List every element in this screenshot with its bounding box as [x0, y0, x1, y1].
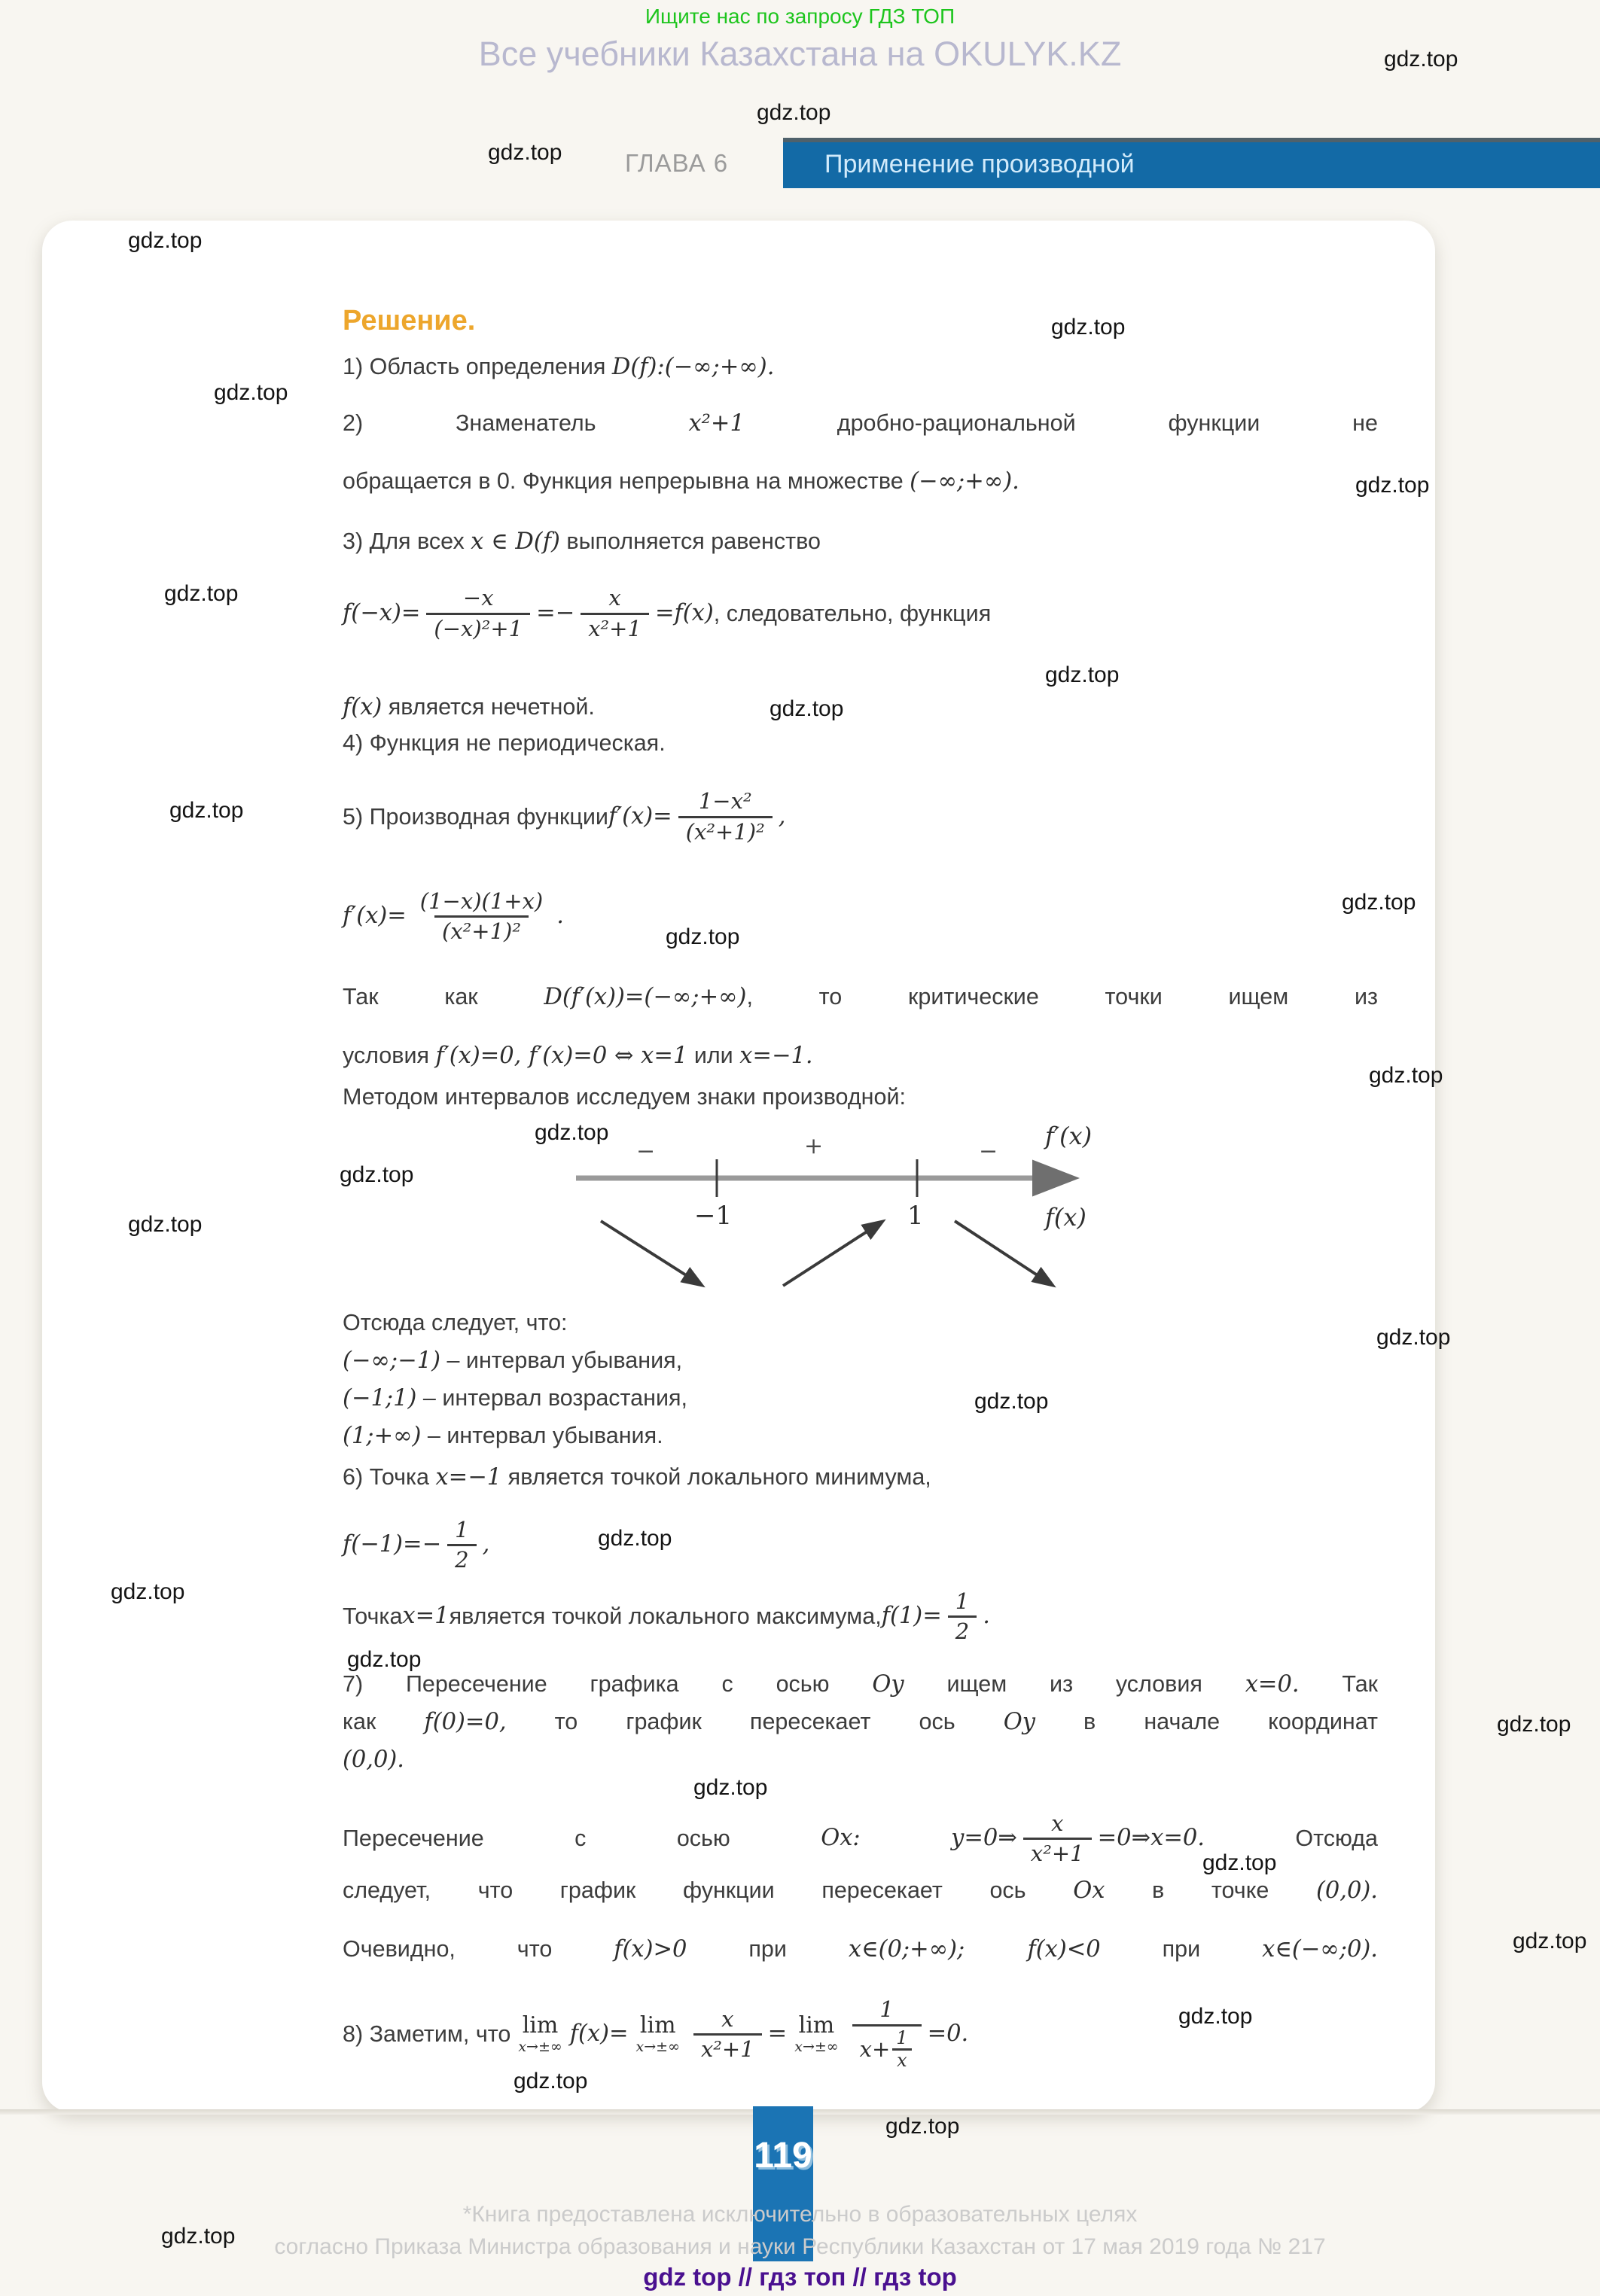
formula-lhs: f(−1)=− [343, 1531, 442, 1558]
text-segment: с [574, 1826, 587, 1852]
watermark-text: gdz.top [757, 100, 831, 125]
text-segment: как [343, 1709, 425, 1734]
math-segment: x ∈ D(f) [471, 528, 560, 555]
math-segment: (−∞;+∞). [910, 468, 1019, 495]
math-segment: x=0. [1150, 1825, 1205, 1852]
watermark-text: gdz.top [1045, 662, 1120, 687]
fraction [852, 1996, 922, 2073]
solution-line-10 [343, 1083, 906, 1111]
math-segment: f(x)>0 [614, 1936, 687, 1963]
solution-line-12 [343, 1346, 682, 1375]
fraction [1023, 1810, 1092, 1868]
text-segment: осью [676, 1826, 730, 1852]
math-segment: f(x)= [569, 2020, 629, 2048]
solution-line-2 [343, 409, 1378, 438]
watermark-text: gdz.top [1178, 2004, 1253, 2029]
text-segment: дробно-рациональной функции не [744, 410, 1378, 436]
math-segment: x=1 [402, 1603, 450, 1630]
formula-limit [343, 1980, 968, 2089]
formula-derivative [343, 772, 785, 862]
watermark-text: gdz.top [1202, 1850, 1277, 1875]
math-segment: Oy [872, 1671, 904, 1698]
math-segment: x=−1 [435, 1464, 502, 1491]
text-segment: – интервал возрастания, [416, 1385, 687, 1411]
math-segment: = [767, 2020, 788, 2048]
solution-line-1 [343, 352, 774, 382]
fraction-denominator: x²+1 [1023, 1838, 1092, 1868]
watermark-text: gdz.top [1376, 1325, 1451, 1350]
text-segment: является точкой локального максимума, [449, 1603, 882, 1630]
fraction-numerator: (1−x)(1+x) [419, 888, 544, 914]
derivative-axis-label: f′(x) [1045, 1122, 1093, 1150]
formula-lhs: f′(x)= [343, 903, 407, 930]
watermark-text: gdz.top [214, 380, 288, 405]
formula-tail: . [983, 1603, 990, 1630]
limit-operator [518, 2014, 562, 2054]
watermark-text: gdz.top [514, 2069, 588, 2094]
fraction [678, 787, 773, 846]
text-segment: – интервал убывания, [440, 1347, 683, 1373]
math-segment: Oy [1003, 1709, 1035, 1735]
solution-line-6 [343, 729, 666, 757]
math-segment: (0,0). [343, 1746, 404, 1773]
fraction-numerator: 1 [896, 2027, 908, 2048]
watermark-text: gdz.top [169, 798, 244, 823]
math-segment: D(f′(x))=(−∞;+∞) [544, 984, 747, 1010]
solution-line-11 [343, 1308, 568, 1337]
text-segment: 7) Пересечение графика с осью [343, 1671, 873, 1697]
formula-rhs: =f(x) [654, 599, 714, 626]
formula-tail: , [482, 1531, 490, 1558]
solution-line-13 [343, 1384, 687, 1413]
text-segment: Точка [343, 1603, 403, 1630]
text-segment: является нечетной. [382, 694, 595, 720]
text-segment: 4) Функция не периодическая. [343, 730, 666, 756]
formula-local-min-value [343, 1506, 489, 1585]
fraction-denominator [852, 2024, 922, 2073]
text-segment: является точкой локального минимума, [501, 1464, 931, 1490]
formula-tail: , [778, 802, 786, 830]
watermark-text: gdz.top [598, 1526, 672, 1551]
formula-tail: . [556, 903, 564, 930]
solution-line-9 [343, 1041, 813, 1070]
promo-green-text: Ищите нас по запросу ГДЗ ТОП [645, 5, 955, 28]
watermark-text: gdz.top [666, 924, 740, 949]
solution-line-21 [343, 1935, 1378, 1964]
text-segment: 6) Точка [343, 1464, 436, 1490]
sign-plus: + [804, 1133, 824, 1159]
text-segment: в начале координат [1035, 1709, 1378, 1734]
nested-fraction [891, 2028, 912, 2072]
text-segment: ищем из условия [904, 1671, 1245, 1697]
watermark-text: gdz.top [693, 1775, 768, 1800]
text-segment: – интервал убывания. [421, 1423, 663, 1448]
decrease-arrow [955, 1221, 1051, 1284]
math-segment: f(0)=0, [424, 1709, 507, 1735]
text-segment: Отсюда следует, что: [343, 1310, 568, 1335]
watermark-text: gdz.top [535, 1120, 609, 1145]
text-segment: Так как [343, 984, 544, 1009]
fraction-denominator: 2 [948, 1615, 977, 1646]
text-segment: Очевидно, что [343, 1936, 614, 1962]
fraction [693, 2005, 762, 2064]
text-segment: следует, что график функции пересекает ось [343, 1877, 1074, 1903]
fraction-denominator: x [892, 2048, 912, 2072]
footer-promo-text: gdz top // гдз топ // гдз top [643, 2263, 957, 2291]
math-segment: Ox: [821, 1825, 861, 1852]
text-segment: 2) Знаменатель [343, 410, 689, 436]
solution-line-15 [343, 1463, 931, 1492]
solution-line-18 [343, 1707, 1378, 1737]
page-number: 119 [754, 2136, 812, 2176]
chapter-title-band [783, 138, 1600, 188]
watermark-text: gdz.top [1355, 473, 1430, 498]
watermark-text: gdz.top [974, 1389, 1049, 1414]
watermark-text: gdz.top [885, 2114, 960, 2139]
solution-line-19 [343, 1745, 404, 1774]
solution-line-5 [343, 693, 595, 722]
fraction-numerator: 1 [879, 1996, 894, 2023]
formula-pre-text: 5) Производная функции [343, 803, 608, 830]
text-segment: в точке [1105, 1877, 1316, 1903]
solution-heading: Решение. [343, 305, 476, 336]
text-segment: Методом интервалов исследуем знаки производной: [343, 1084, 906, 1110]
fraction-numerator: x [1051, 1810, 1064, 1836]
math-segment: (1;+∞) [343, 1423, 422, 1449]
fraction [447, 1516, 476, 1575]
math-segment: (−∞;−1) [343, 1347, 440, 1374]
math-segment: =0⇒ [1097, 1825, 1151, 1852]
math-segment: (−1;1) [343, 1385, 417, 1411]
text-segment: , то критические точки ищем из [746, 984, 1378, 1009]
text-segment: 1) Область определения [343, 354, 612, 379]
math-segment: f(x) [343, 694, 382, 720]
limit-word: lim [639, 2012, 676, 2039]
fraction-numerator: 1 [955, 1588, 970, 1614]
math-segment: D(f):(−∞;+∞). [611, 354, 775, 380]
fraction-denominator: 2 [447, 1544, 476, 1574]
math-segment: x∈(0;+∞); f(x)<0 [848, 1936, 1101, 1963]
watermark-text: gdz.top [1342, 890, 1416, 915]
fraction-numerator: 1 [455, 1516, 469, 1542]
text-segment: Пересечение [343, 1826, 484, 1852]
fraction [581, 584, 649, 643]
math-segment: x=−1. [739, 1043, 813, 1069]
text-segment: при [1100, 1936, 1263, 1962]
text-segment: 3) Для всех [343, 528, 471, 554]
watermark-text: gdz.top [1369, 1063, 1443, 1088]
tick-label-one: 1 [907, 1201, 924, 1231]
fraction-denominator: (x²+1)² [678, 816, 773, 846]
formula-lhs: f(−x)= [343, 599, 421, 626]
watermark-text: gdz.top [488, 140, 562, 165]
formula-mid: =− [536, 599, 575, 626]
limit-operator [794, 2014, 838, 2054]
fraction-numerator: 1−x² [698, 788, 752, 815]
text-segment: условия [343, 1043, 436, 1068]
text-segment: выполняется равенство [559, 528, 821, 554]
limit-subscript: x→±∞ [794, 2039, 839, 2055]
promo-okulyk-text: Все учебники Казахстана на OKULYK.KZ [478, 35, 1122, 73]
formula-lhs: f(1)= [881, 1603, 942, 1630]
fraction-numerator: x [608, 585, 621, 611]
chapter-title: Применение производной [824, 150, 1135, 178]
limit-word: lim [522, 2012, 559, 2039]
solution-line-3 [343, 467, 1019, 496]
footer-disclaimer-line-1: *Книга предоставлена исключительно в образовательных целях [462, 2202, 1138, 2227]
fraction [426, 584, 530, 643]
watermark-text: gdz.top [128, 228, 203, 253]
fraction-numerator: x [721, 2005, 734, 2032]
solution-line-17 [343, 1670, 1378, 1699]
fraction-numerator: −x [462, 585, 494, 611]
fraction-denominator: x²+1 [581, 613, 649, 643]
fraction [413, 888, 550, 946]
math-segment: f′(x)=0, f′(x)=0 ⇔ x=1 [435, 1043, 688, 1069]
formula-odd-check [343, 568, 991, 659]
watermark-text: gdz.top [770, 696, 844, 721]
watermark-text: gdz.top [1497, 1712, 1571, 1737]
footer-disclaimer-line-2: согласно Приказа Министра образования и науки Республики Казахстан от 17 мая 2019 года № 217 [274, 2234, 1326, 2259]
sign-minus-right: − [979, 1138, 998, 1165]
decrease-arrow [601, 1221, 700, 1284]
fraction-denominator: x²+1 [693, 2033, 762, 2063]
formula-derivative-factored [343, 869, 564, 964]
fraction [948, 1588, 977, 1646]
text-segment: то график пересекает ось [506, 1709, 1004, 1734]
text-segment: при [687, 1936, 849, 1962]
math-segment: x=0. [1245, 1671, 1300, 1698]
text-segment: Так [1299, 1671, 1378, 1697]
math-segment: x²+1 [688, 410, 745, 437]
text-segment: или [687, 1043, 740, 1068]
watermark-text: gdz.top [1051, 315, 1126, 340]
watermark-text: gdz.top [347, 1647, 422, 1672]
solution-line-14 [343, 1421, 663, 1451]
increase-arrow [783, 1223, 881, 1286]
formula-tail-text: , следовательно, функция [713, 600, 992, 626]
formula-rhs: =0. [927, 2020, 969, 2048]
watermark-text: gdz.top [128, 1212, 203, 1237]
watermark-text: gdz.top [1384, 47, 1458, 72]
text-segment: обращается в 0. Функция непрерывна на множестве [343, 468, 910, 494]
function-axis-label: f(x) [1045, 1203, 1086, 1232]
watermark-text: gdz.top [111, 1579, 185, 1604]
limit-subscript: x→±∞ [518, 2039, 562, 2055]
fraction-denominator: (−x)²+1 [426, 613, 530, 643]
watermark-text: gdz.top [340, 1162, 414, 1187]
chapter-label: ГЛАВА 6 [625, 149, 729, 177]
fraction-denominator: (x²+1)² [434, 915, 529, 946]
watermark-text: gdz.top [164, 581, 239, 606]
solution-line-20 [343, 1876, 1378, 1905]
math-segment: (0,0). [1315, 1877, 1378, 1904]
watermark-text: gdz.top [161, 2224, 236, 2249]
text-segment: Отсюда [1295, 1826, 1378, 1852]
tick-label-minus-one: −1 [694, 1201, 733, 1231]
math-cluster [951, 1810, 1205, 1868]
limit-word: lim [798, 2012, 835, 2039]
limit-subscript: x→±∞ [635, 2039, 680, 2055]
solution-line-4 [343, 527, 821, 556]
math-segment: y=0⇒ [951, 1825, 1017, 1852]
limit-operator [636, 2014, 680, 2054]
watermark-text: gdz.top [1513, 1929, 1587, 1953]
solution-line-16 [343, 1577, 990, 1656]
math-segment: x∈(−∞;0). [1262, 1936, 1378, 1963]
sign-minus-left: − [636, 1138, 656, 1165]
text-segment: 8) Заметим, что [343, 2021, 511, 2048]
solution-line-8 [343, 982, 1378, 1012]
math-segment: x+ [859, 2036, 891, 2062]
formula-lhs: f′(x)= [608, 802, 672, 830]
math-segment: Ox [1073, 1877, 1105, 1904]
